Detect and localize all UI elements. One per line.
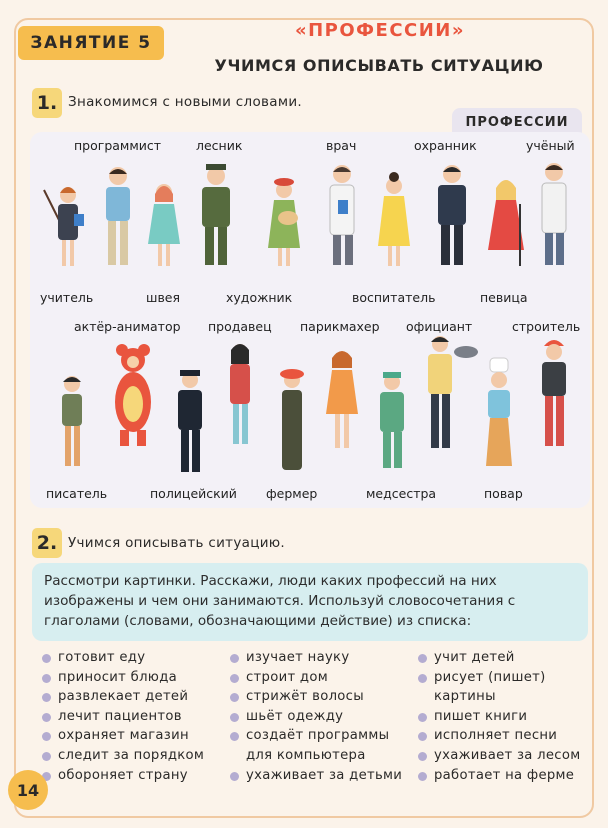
waiter-figure	[428, 336, 478, 448]
task-2-text: Учимся описывать ситуацию.	[68, 535, 286, 551]
police-officer-figure	[178, 370, 202, 472]
label-nurse: медсестра	[366, 486, 437, 501]
list-item: развлекает детей	[42, 687, 222, 707]
builder-figure	[542, 340, 566, 446]
label-forester: лесник	[196, 138, 243, 153]
doctor-figure	[330, 165, 354, 265]
list-item: пишет книги	[418, 707, 590, 727]
seller-figure	[230, 344, 250, 444]
list-item: изучает науку	[230, 648, 410, 668]
cook-figure	[486, 358, 512, 466]
list-item: работает на ферме	[418, 766, 590, 786]
nurse-figure	[380, 372, 404, 468]
professions-row2-illustration	[50, 336, 590, 484]
list-item: приносит блюда	[42, 668, 222, 688]
label-cook: повар	[484, 486, 523, 501]
label-guard: охранник	[414, 138, 477, 153]
list-item: создаёт программы для компьютера	[230, 726, 398, 765]
task-2-number: 2.	[32, 528, 62, 558]
list-item: ухаживает за детьми	[230, 766, 410, 786]
list-item: рисует (пишет) картины	[418, 668, 548, 707]
list-item: строит дом	[230, 668, 410, 688]
singer-figure	[488, 180, 524, 266]
farmer-figure	[280, 369, 304, 470]
page-number: 14	[8, 770, 48, 810]
task-1-text: Знакомимся с новыми словами.	[68, 94, 302, 110]
label-singer: певица	[480, 290, 528, 305]
label-waiter: официант	[406, 319, 473, 334]
task-1-number: 1.	[32, 88, 62, 118]
lesson-subtitle: УЧИМСЯ ОПИСЫВАТЬ СИТУАЦИЮ	[214, 56, 544, 75]
list-item: шьёт одежду	[230, 707, 410, 727]
seamstress-figure	[148, 184, 180, 266]
programmer-figure	[106, 167, 130, 265]
label-teacher: учитель	[40, 290, 94, 305]
label-seamstress: швея	[146, 290, 181, 305]
artist-figure	[268, 178, 300, 266]
label-scientist: учёный	[526, 138, 575, 153]
forester-figure	[202, 164, 230, 265]
lesson-badge: ЗАНЯТИЕ 5	[18, 26, 164, 60]
label-seller: продавец	[208, 319, 272, 334]
label-kindergarten-teacher: воспитатель	[352, 290, 436, 305]
list-item: охраняет магазин	[42, 726, 222, 746]
label-doctor: врач	[326, 138, 357, 153]
list-item: стрижёт волосы	[230, 687, 410, 707]
instruction-box: Рассмотри картинки. Расскажи, люди каких профессий на них изображены и чем они занимаются. Используй словосочетания с глаголами (словами, обозначающими действие) из списка:	[32, 563, 588, 641]
list-item: следит за порядком	[42, 746, 222, 766]
list-item: исполняет песни	[418, 726, 590, 746]
label-builder: строитель	[512, 319, 581, 334]
label-farmer: фермер	[266, 486, 318, 501]
list-item: учит детей	[418, 648, 590, 668]
label-police-officer: полицейский	[150, 486, 237, 501]
label-writer: писатель	[46, 486, 108, 501]
phrases-column-1	[42, 648, 222, 785]
phrases-column-3	[418, 648, 590, 785]
label-animator: актёр-аниматор	[74, 319, 181, 334]
list-item: обороняет страну	[42, 766, 222, 786]
label-programmer: программист	[74, 138, 162, 153]
scientist-figure	[542, 163, 566, 265]
phrases-column-2	[230, 648, 410, 785]
topic-title: «ПРОФЕССИИ»	[294, 20, 465, 41]
professions-row1-illustration	[36, 160, 596, 285]
label-artist: художник	[226, 290, 293, 305]
professions-tag: ПРОФЕССИИ	[452, 108, 582, 136]
kindergarten-teacher-figure	[378, 172, 410, 266]
list-item: лечит пациентов	[42, 707, 222, 727]
label-hairdresser: парикмахер	[300, 319, 380, 334]
animator-figure	[115, 344, 151, 446]
guard-figure	[438, 165, 466, 265]
hairdresser-figure	[326, 351, 358, 448]
list-item: готовит еду	[42, 648, 222, 668]
list-item: ухаживает за лесом	[418, 746, 590, 766]
teacher-figure	[44, 187, 84, 266]
writer-figure	[62, 376, 82, 466]
